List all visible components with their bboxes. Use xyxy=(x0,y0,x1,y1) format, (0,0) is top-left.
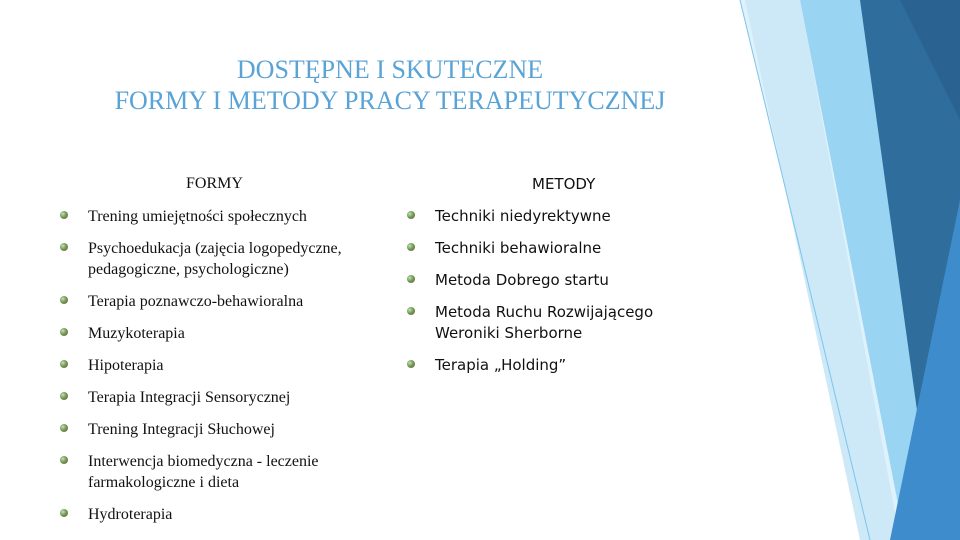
bullet-icon xyxy=(407,243,415,251)
list-item: Metoda Dobrego startu xyxy=(407,270,707,291)
list-item: Hipoterapia xyxy=(60,355,390,376)
list-item: Trening Integracji Słuchowej xyxy=(60,419,390,440)
bullet-icon xyxy=(60,456,68,464)
bullet-icon xyxy=(407,360,415,368)
formy-list xyxy=(60,206,390,536)
formy-heading: FORMY xyxy=(186,175,243,192)
slide-title-line2: FORMY I METODY PRACY TERAPEUTYCZNEJ xyxy=(114,86,666,115)
list-item: Metoda Ruchu Rozwijającego Weroniki Sherborne xyxy=(407,302,707,344)
list-item: Terapia „Holding” xyxy=(407,355,707,376)
bullet-icon xyxy=(407,211,415,219)
slide-title xyxy=(40,54,740,116)
bullet-icon xyxy=(60,509,68,517)
list-item: Terapia Integracji Sensorycznej xyxy=(60,387,390,408)
list-item: Techniki niedyrektywne xyxy=(407,206,707,227)
bullet-icon xyxy=(60,360,68,368)
bullet-icon xyxy=(60,328,68,336)
metody-list xyxy=(407,206,707,387)
slide-title-line1: DOSTĘPNE I SKUTECZNE xyxy=(236,55,544,84)
list-item: Psychoedukacja (zajęcia logopedyczne, pedagogiczne, psychologiczne) xyxy=(60,238,390,280)
metody-heading: METODY xyxy=(532,175,596,193)
list-item: Muzykoterapia xyxy=(60,323,390,344)
bullet-icon xyxy=(60,243,68,251)
bullet-icon xyxy=(407,307,415,315)
list-item: Terapia poznawczo-behawioralna xyxy=(60,291,390,312)
bullet-icon xyxy=(407,275,415,283)
bullet-icon xyxy=(60,392,68,400)
list-item: Techniki behawioralne xyxy=(407,238,707,259)
bullet-icon xyxy=(60,296,68,304)
bullet-icon xyxy=(60,424,68,432)
bullet-icon xyxy=(60,211,68,219)
list-item: Hydroterapia xyxy=(60,504,390,525)
list-item: Interwencja biomedyczna - leczenie farmakologiczne i dieta xyxy=(60,451,390,493)
list-item: Trening umiejętności społecznych xyxy=(60,206,390,227)
